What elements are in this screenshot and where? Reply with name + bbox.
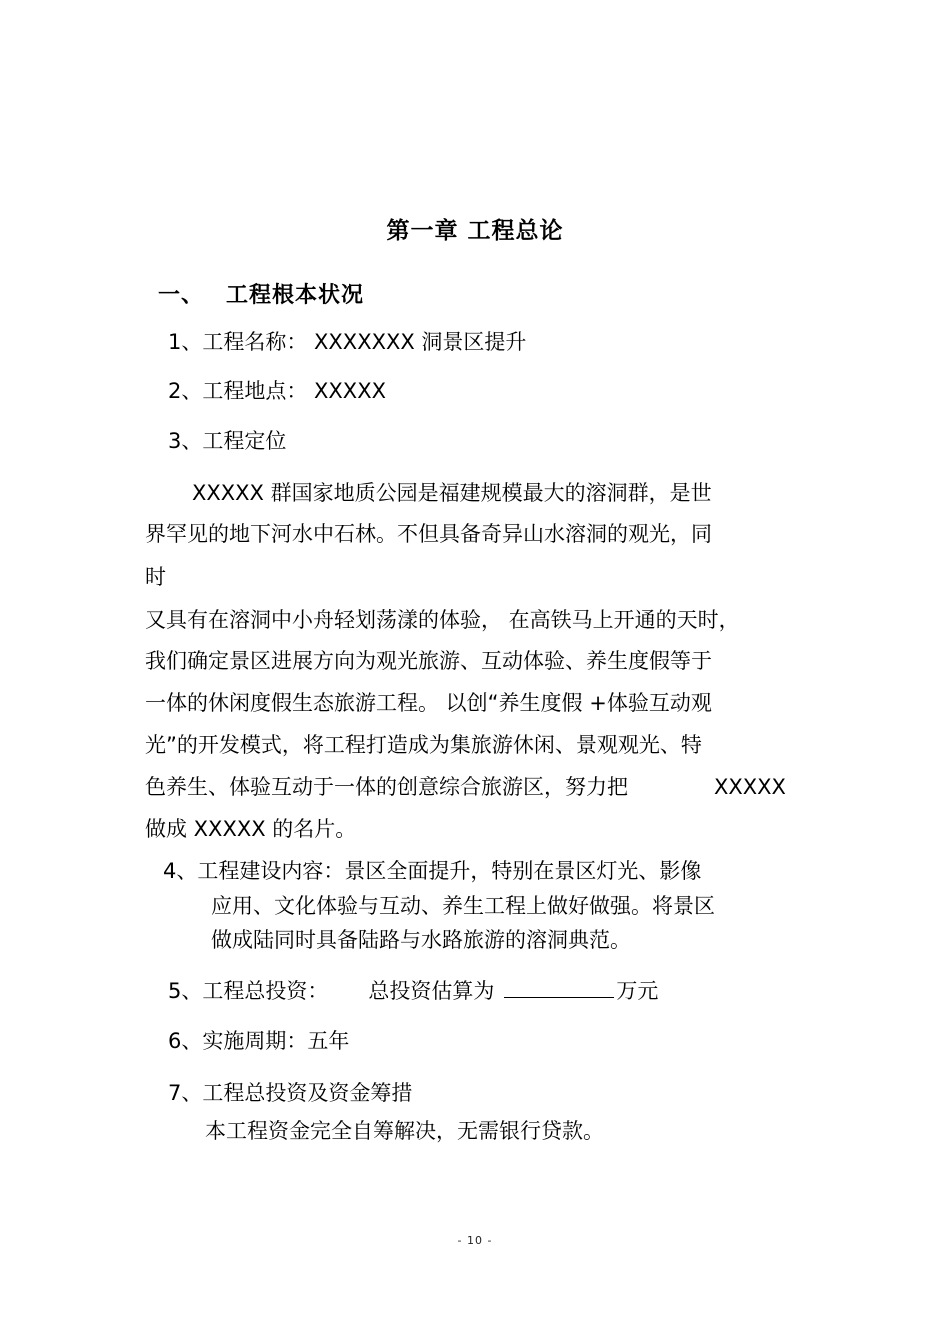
chapter-title: 第一章 工程总论 — [386, 218, 564, 244]
funding-text: 本工程资金完全自筹解决，无需银行贷款。 — [205, 1119, 604, 1143]
positioning-line: 我们确定景区进展方向为观光旅游、互动体验、养生度假等于 — [145, 649, 712, 673]
section-heading — [158, 278, 364, 309]
construction-line: 应用、文化体验与互动、养生工程上做好做强。将景区 — [211, 894, 715, 918]
item-investment — [168, 975, 658, 1006]
positioning-trailing: XXXXX — [714, 775, 786, 799]
positioning-line: 又具有在溶洞中小舟轻划荡漾的体验， 在高铁马上开通的天时， — [145, 608, 740, 632]
item-funding-label: 7、工程总投资及资金筹措 — [168, 1081, 413, 1105]
page-number: - 10 - — [457, 1234, 493, 1247]
construction-line: 4、工程建设内容：景区全面提升，特别在景区灯光、影像 — [163, 859, 702, 883]
section-number: 一、 — [158, 283, 205, 308]
item-period: 6、实施周期：五年 — [168, 1029, 350, 1053]
positioning-line: 界罕见的地下河水中石林。不但具备奇异山水溶洞的观光，同 — [145, 522, 712, 546]
investment-text: 总投资估算为 — [368, 979, 495, 1003]
positioning-line: 光”的开发模式，将工程打造成为集旅游休闲、景观观光、特 — [145, 733, 702, 757]
section-title: 工程根本状况 — [226, 283, 365, 308]
positioning-line: 一体的休闲度假生态旅游工程。 以创“养生度假 +体验互动观 — [145, 691, 712, 715]
investment-unit: 万元 — [616, 979, 659, 1003]
item-project-location: 2、工程地点： XXXXX — [168, 379, 386, 403]
positioning-line: 色养生、体验互动于一体的创意综合旅游区，努力把 — [145, 775, 628, 799]
positioning-line: 做成 XXXXX 的名片。 — [145, 817, 357, 841]
investment-amount-blank — [504, 975, 614, 998]
investment-label: 5、工程总投资： — [168, 979, 329, 1003]
item-positioning-label: 3、工程定位 — [168, 429, 287, 453]
positioning-line: 时 — [145, 565, 166, 589]
positioning-line: XXXXX 群国家地质公园是福建规模最大的溶洞群，是世 — [192, 481, 712, 505]
construction-line: 做成陆同时具备陆路与水路旅游的溶洞典范。 — [211, 928, 631, 952]
item-project-name: 1、工程名称： XXXXXXX 洞景区提升 — [168, 330, 527, 354]
